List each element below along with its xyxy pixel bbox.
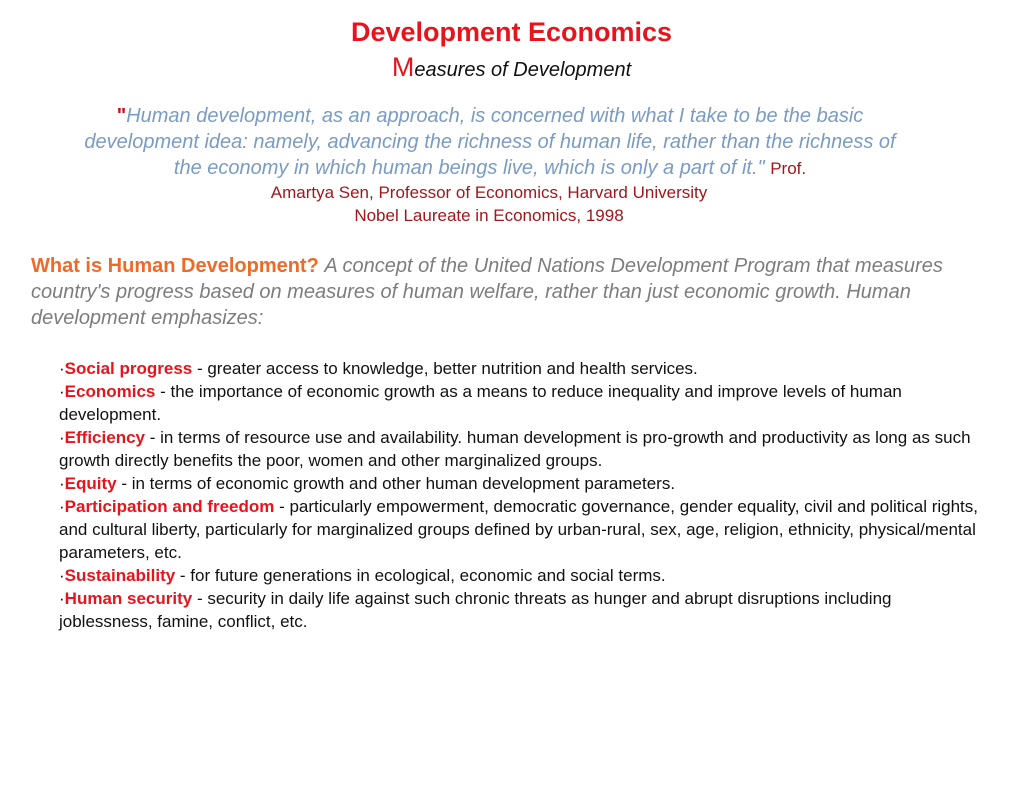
quote-block bbox=[70, 103, 910, 182]
item-term: Participation and freedom bbox=[64, 497, 275, 516]
quote-text: Human development, as an approach, is concerned with what I take to be the basic development idea: namely, advancing the richness of human life, rather than the richness of the economy in which human beings live, which is only a part of it." bbox=[84, 105, 896, 179]
list-item bbox=[59, 587, 984, 633]
list-item bbox=[59, 564, 984, 587]
bullet: · bbox=[59, 428, 65, 447]
slide-title: Development Economics bbox=[350, 17, 673, 47]
human-development-definition bbox=[31, 253, 971, 331]
item-desc: - the importance of economic growth as a means to reduce inequality and improve levels of human development. bbox=[59, 382, 902, 424]
bullet: · bbox=[59, 382, 65, 401]
quote-prof: Prof. bbox=[770, 159, 807, 178]
subtitle-rest: easures of Development bbox=[414, 59, 632, 81]
item-desc: - for future generations in ecological, economic and social terms. bbox=[175, 566, 666, 585]
slide-subtitle bbox=[0, 50, 1023, 87]
item-desc: - greater access to knowledge, better nutrition and health services. bbox=[192, 359, 698, 378]
item-term: Social progress bbox=[64, 359, 193, 378]
list-item bbox=[59, 357, 984, 380]
item-term: Economics bbox=[64, 382, 156, 401]
item-term: Efficiency bbox=[64, 428, 145, 447]
list-item bbox=[59, 472, 984, 495]
list-item bbox=[59, 426, 984, 472]
human-development-heading: What is Human Development? bbox=[31, 255, 319, 277]
list-item bbox=[59, 380, 984, 426]
quote-attribution-line2: Nobel Laureate in Economics, 1998 bbox=[354, 206, 624, 225]
emphasis-list bbox=[59, 357, 984, 633]
subtitle-initial: M bbox=[391, 52, 415, 82]
item-desc: - in terms of resource use and availability. human development is pro-growth and productivity as long as such growth directly benefits the poor, women and other marginalized groups. bbox=[59, 428, 971, 470]
item-desc: - particularly empowerment, democratic governance, gender equality, civil and political rights, and cultural liberty, particularly for marginalized groups defined by urban-rural, sex, age, religion, ethnicity, physical/mental parameters, etc. bbox=[59, 497, 978, 562]
bullet: · bbox=[59, 566, 65, 585]
bullet: · bbox=[59, 497, 65, 516]
item-desc: - in terms of economic growth and other human development parameters. bbox=[116, 474, 676, 493]
item-term: Sustainability bbox=[64, 566, 176, 585]
human-development-text: A concept of the United Nations Development Program that measures country's progress based on measures of human welfare, rather than just economic growth. Human development emphasizes: bbox=[31, 255, 943, 329]
quote-open-mark: " bbox=[116, 105, 127, 127]
list-item bbox=[59, 495, 984, 564]
item-term: Human security bbox=[64, 589, 193, 608]
bullet: · bbox=[59, 474, 65, 493]
item-desc: - security in daily life against such chronic threats as hunger and abrupt disruptions including joblessness, famine, conflict, etc. bbox=[59, 589, 892, 631]
quote-attribution-line1: Amartya Sen, Professor of Economics, Harvard University bbox=[270, 183, 708, 202]
bullet: · bbox=[59, 589, 65, 608]
item-term: Equity bbox=[64, 474, 117, 493]
bullet: · bbox=[59, 359, 65, 378]
